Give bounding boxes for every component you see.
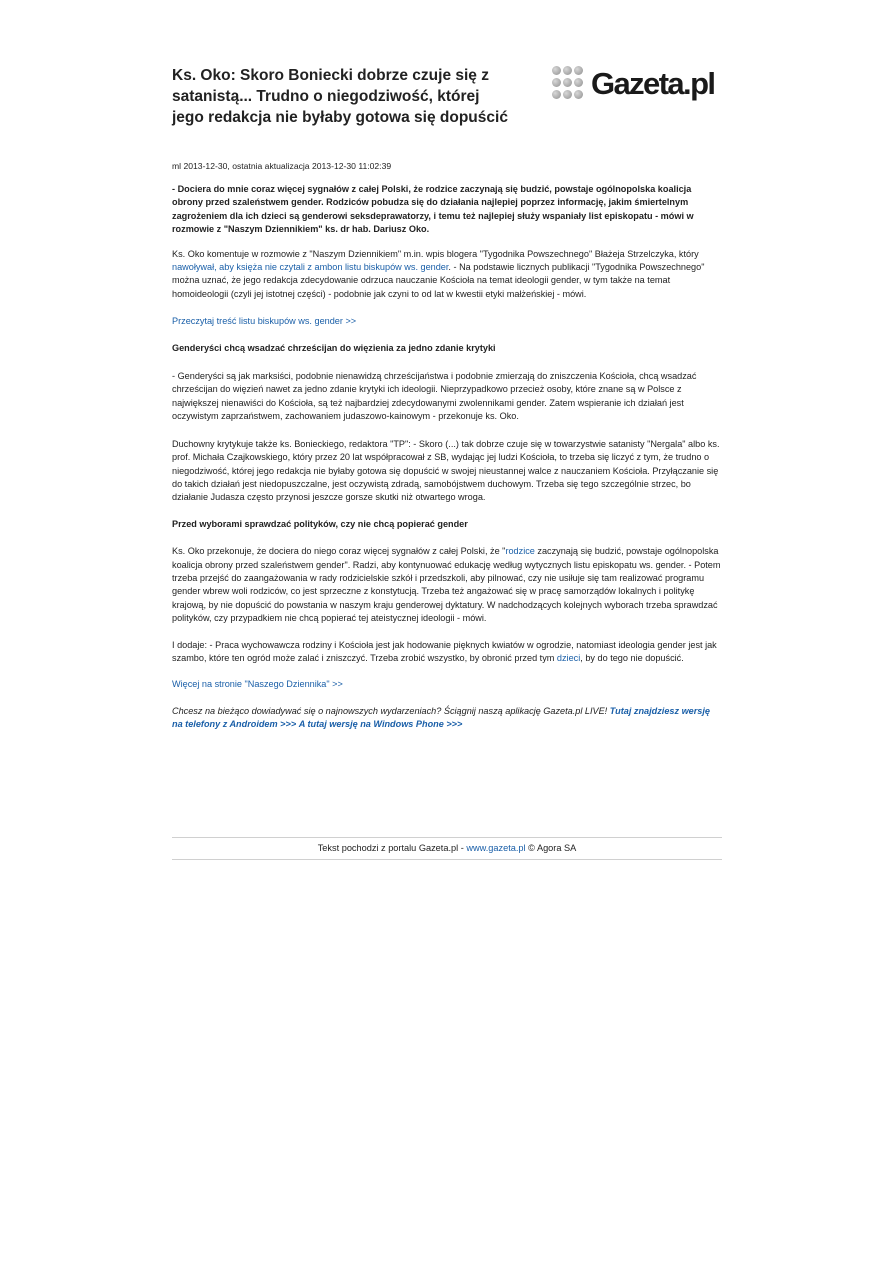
- paragraph-3: Duchowny krytykuje także ks. Bonieckiego, redaktora "TP": - Skoro (...) tak dobrze czuje się w towarzystwie satanisty "Nergala" albo ks. prof. Michała Czajkowskiego, który przez 20 lat współpracował z SB, wydając jej ludzi Kościoła, to trzeba się liczyć z tym, że trudno o niegodziwość, której jego redakcja nie byłaby gotowa się dopuścić w swojej nieustannej walce z nauczaniem Kościoła. Przyłączanie się do takich działań jest niedopuszczalne, jest oczywistą zdradą, samobójstwem duchowym. Trzeba się tego szczególnie strzec, bo działanie Judasza często przynosi jeszcze gorsze skutki niż otwartego wroga.: [172, 438, 720, 503]
- footer-top-rule: [172, 837, 722, 838]
- link-windows-phone-app[interactable]: A tutaj wersję na Windows Phone >>>: [298, 719, 463, 730]
- article-title: Ks. Oko: Skoro Boniecki dobrze czuje się z satanistą... Trudno o niegodziwość, której jego redakcja nie byłaby gotowa się dopuścić: [172, 67, 508, 126]
- link-more-nasz-dziennik[interactable]: Więcej na stronie "Naszego Dziennika" >>: [172, 679, 343, 690]
- p1-text-a: Ks. Oko komentuje w rozmowie z "Naszym Dziennikiem" m.in. wpis blogera "Tygodnika Powszechnego" Błażeja Strzelczyka, który: [172, 248, 699, 259]
- p5-text-b: , by do tego nie dopuścić.: [580, 652, 684, 663]
- article-body: [172, 183, 722, 732]
- logo-dots-icon: [551, 66, 587, 102]
- p4-text-b: zaczynają się budzić, powstaje ogólnopolska koalicja obrony przed szaleństwem gender". Radzi, aby kontynuować edukację według wytycznych listu episkopatu ws. gender. - Potem trzeba przejść do zaangażowania w rady rodzicielskie szkół i przedszkoli, aby pilnować, czy nie usiłuje się tam realizować programu gender wbrew woli rodziców, co jest sprzeczne z konstytucją. Trzeba też angażować się w pracę samorządów lokalnych i politykę krajową, by nie dopuścić do powstania w naszym kraju genderowej dyktatury. W nadchodzących kolejnych wyborach trzeba sprawdzać polityków, czy przypadkiem nie chcą popierać tej ateistycznej ideologii - mówi.: [172, 546, 721, 624]
- footer-suffix: © Agora SA: [525, 843, 577, 853]
- gazeta-logo[interactable]: [551, 66, 723, 102]
- link-list-paragraph: [172, 315, 722, 328]
- p1-text-b: . - Na podstawie licznych publikacji "Tygodnika Powszechnego" można uznać, że jego redakcja zdecydowanie odrzuca nauczanie Kościoła na temat ideologii gender, w tym także na temat homoideologii (czyli jej istotnej części) - podobnie jak czyni to od lat w kwestii etyki małżeńskiej - mówi.: [172, 262, 705, 299]
- paragraph-4: [172, 545, 722, 625]
- link-more-paragraph: [172, 678, 722, 691]
- promo-text: Chcesz na bieżąco dowiadywać się o najnowszych wydarzeniach? Ściągnij naszą aplikację Gazeta.pl LIVE!: [172, 705, 610, 716]
- paragraph-5: [172, 639, 722, 666]
- article-header: [172, 0, 722, 160]
- article-page: [172, 0, 722, 853]
- p4-text-a: Ks. Oko przekonuje, że dociera do niego coraz więcej sygnałów z całej Polski, że ": [172, 546, 506, 557]
- footer-bottom-rule: [172, 859, 722, 860]
- lead-text: - Dociera do mnie coraz więcej sygnałów z całej Polski, że rodzice zaczynają się budzić, powstaje ogólnopolska koalicja obrony przed szaleństwem gender. Rodziców pobudza się do działania najlepiej poprzez informację, jakim śmiertelnym zagrożeniem dla ich dzieci są genderowi seksdeprawatorzy, i temu też najlepiej służy wspaniały list episkopatu - mówi w rozmowie z "Naszym Dziennikiem" ks. dr hab. Dariusz Oko: [172, 184, 694, 235]
- article-meta: ml 2013-12-30, ostatnia aktualizacja 2013-12-30 11:02:39: [172, 161, 392, 171]
- paragraph-1: [172, 248, 722, 302]
- p5-text-a: I dodaje: - Praca wychowawcza rodziny i Kościoła jest jak hodowanie pięknych kwiatów w ogrodzie, natomiast ideologia gender jest jak szambo, które ten ogród może zalać i zniszczyć. Trzeba zrobić wszystko, by obronić przed tym: [172, 639, 717, 663]
- paragraph-2: - Genderyści są jak marksiści, podobnie nienawidzą chrześcijaństwa i podobnie zmierzają do zniszczenia Kościoła, chcą wsadzać chrześcijan do więzień nawet za jedno zdanie krytyki ich ideologii. Nieprzypadkowo przecież osoby, które znane są w Polsce z największej nienawiści do Kościoła, są też najbardziej zdecydowanymi zwolennikami gender. Zatem wspieranie ich działań jest oczywistym zaprzaństwem, zachowaniem judaszowo-kainowym - przekonuje ks. Oko.: [172, 371, 697, 422]
- link-bloger-post[interactable]: nawoływał, aby księża nie czytali z ambon listu biskupów ws. gender: [172, 262, 449, 273]
- link-android-app[interactable]: Tutaj znajdziesz wersję na telefony z Androidem >>>: [172, 705, 710, 730]
- logo-wordmark: Gazeta.pl: [591, 66, 715, 101]
- link-rodzice[interactable]: rodzice: [505, 546, 535, 557]
- footer-credit: [172, 843, 722, 853]
- article-lead: - Dociera do mnie coraz więcej sygnałów z całej Polski, że rodzice zaczynają się budzić, powstaje ogólnopolska koalicja obrony przed szaleństwem gender. Rodziców pobudza się do działania najlepiej poprzez informację, jakim śmiertelnym zagrożeniem dla ich dzieci są genderowi seksdeprawatorzy, i temu też najlepiej służy wspaniały list episkopatu - mówi w rozmowie z "Naszym Dziennikiem" ks. dr hab. Dariusz Oko.: [172, 184, 694, 235]
- link-dzieci[interactable]: dzieci: [556, 652, 581, 663]
- promo-paragraph: [172, 705, 722, 732]
- link-read-letter[interactable]: Przeczytaj treść listu biskupów ws. gender >>: [172, 316, 357, 327]
- subheading-1: Genderyści chcą wsadzać chrześcijan do więzienia za jedno zdanie krytyki: [172, 342, 496, 353]
- subheading-2: Przed wyborami sprawdzać polityków, czy nie chcą popierać gender: [172, 518, 468, 529]
- footer-link-gazeta[interactable]: www.gazeta.pl: [466, 843, 526, 853]
- footer-prefix: Tekst pochodzi z portalu Gazeta.pl -: [317, 843, 467, 853]
